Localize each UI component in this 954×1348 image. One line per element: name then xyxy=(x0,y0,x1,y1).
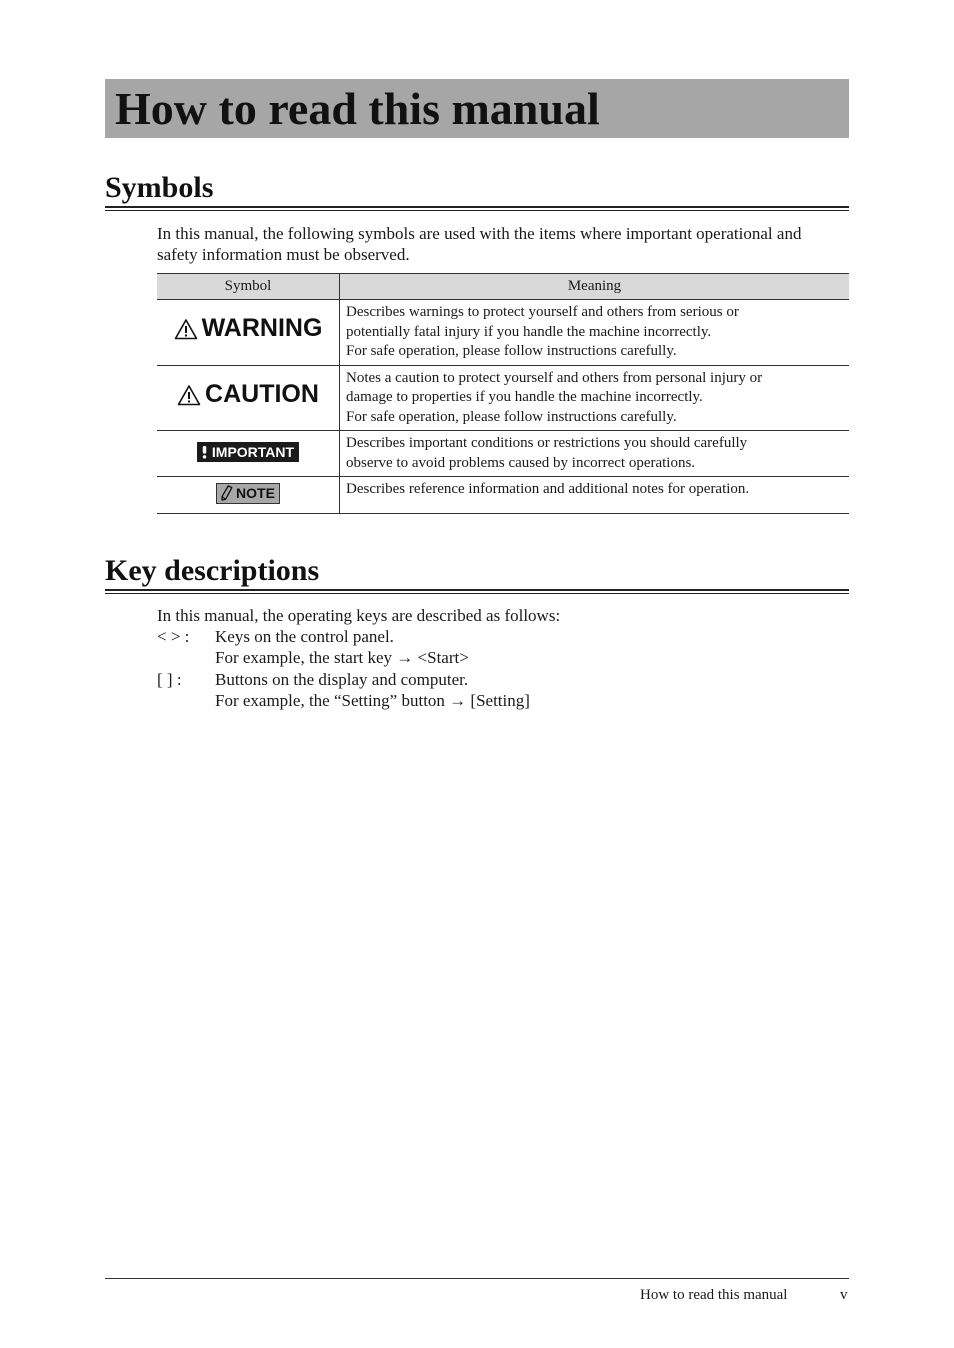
warning-triangle-icon xyxy=(174,318,198,340)
table-row xyxy=(157,365,849,431)
symbol-cell xyxy=(157,477,340,514)
meaning-line: For safe operation, please follow instructions carefully. xyxy=(346,408,677,425)
header-symbol: Symbol xyxy=(157,274,340,300)
caution-triangle-icon xyxy=(177,384,201,406)
exclamation-icon xyxy=(201,445,208,459)
key-item xyxy=(0,669,954,690)
meaning-cell xyxy=(340,431,850,477)
meaning-cell xyxy=(340,477,850,514)
key-descriptions-heading-rule xyxy=(105,589,849,591)
key-description: Buttons on the display and computer. xyxy=(215,670,469,689)
important-text: IMPORTANT xyxy=(211,443,295,460)
footer-title: How to read this manual xyxy=(640,1287,788,1303)
key-symbol: [ ] : xyxy=(157,670,182,689)
key-item xyxy=(0,626,954,647)
meaning-line: potentially fatal injury if you handle the machine incorrectly. xyxy=(346,323,712,340)
symbols-heading-rule xyxy=(105,206,849,208)
footer-rule xyxy=(105,1278,849,1279)
important-badge xyxy=(197,442,299,462)
meaning-line: For safe operation, please follow instructions carefully. xyxy=(346,343,677,359)
footer-page-number: v xyxy=(840,1287,848,1303)
meaning-line: Notes a caution to protect yourself and others from personal injury or xyxy=(346,369,763,386)
key-example xyxy=(0,690,954,711)
meaning-cell xyxy=(340,365,850,431)
meaning-cell xyxy=(340,300,850,366)
note-badge xyxy=(216,483,280,504)
meaning-line: Describes reference information and additional notes for operation. xyxy=(346,481,750,497)
symbol-cell xyxy=(157,300,340,366)
key-symbol: < > : xyxy=(157,627,190,646)
table-row xyxy=(157,477,849,514)
keys-intro: In this manual, the operating keys are described as follows: xyxy=(157,606,561,625)
pencil-icon xyxy=(220,485,233,501)
header-meaning: Meaning xyxy=(340,274,850,300)
key-descriptions-heading: Key descriptions xyxy=(105,554,320,587)
key-example-text: For example, the “Setting” button → [Setting] xyxy=(215,691,530,710)
table-row xyxy=(157,300,849,366)
warning-label xyxy=(174,314,323,343)
symbol-cell xyxy=(157,431,340,477)
meaning-line: damage to properties if you handle the machine incorrectly. xyxy=(346,389,703,405)
key-example xyxy=(0,647,954,668)
symbol-cell xyxy=(157,365,340,431)
symbols-table-header xyxy=(157,274,849,300)
note-text: NOTE xyxy=(236,484,275,501)
key-example-text: For example, the start key → <Start> xyxy=(215,648,469,667)
table-row xyxy=(157,431,849,477)
page-title: How to read this manual xyxy=(115,83,600,134)
warning-text: WARNING xyxy=(201,314,323,343)
caution-text: CAUTION xyxy=(205,379,319,408)
meaning-line: observe to avoid problems caused by incorrect operations. xyxy=(346,454,696,471)
meaning-line: Describes warnings to protect yourself and others from serious or xyxy=(346,304,739,320)
symbols-table xyxy=(157,273,849,514)
meaning-line: Describes important conditions or restrictions you should carefully xyxy=(346,435,748,451)
symbols-intro: In this manual, the following symbols are used with the items where important operational and safety information must be observed. xyxy=(157,224,802,264)
caution-label xyxy=(177,379,319,408)
key-description: Keys on the control panel. xyxy=(215,627,394,646)
title-band xyxy=(105,79,849,138)
symbols-heading: Symbols xyxy=(105,171,214,204)
